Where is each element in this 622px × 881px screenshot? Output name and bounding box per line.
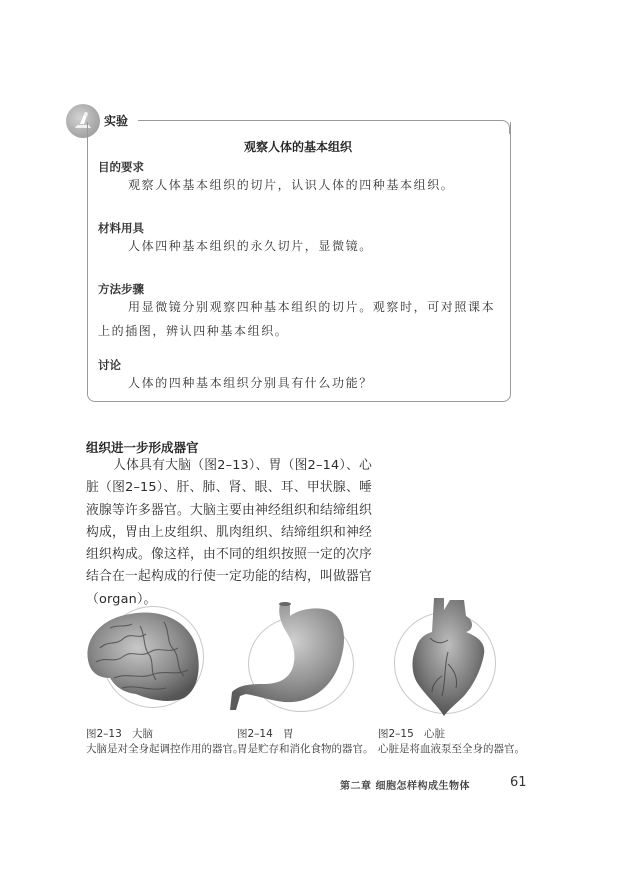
- figure-brain: [80, 598, 230, 713]
- section-heading-purpose: 目的要求: [98, 160, 144, 174]
- section-text-method: 用显微镜分别观察四种基本组织的切片。观察时，可对照课本上的插图，辨认四种基本组织。: [98, 300, 496, 338]
- figure-name: 胃: [282, 728, 294, 740]
- figure-heart: [382, 592, 522, 718]
- stomach-illustration: [228, 592, 378, 712]
- section-heading-discussion: 讨论: [98, 358, 121, 372]
- figure-caption-brain: [86, 722, 244, 756]
- section-text-purpose: 观察人体基本组织的切片，认识人体的四种基本组织。: [128, 178, 455, 192]
- figure-caption-heart: [378, 722, 525, 756]
- brain-illustration: [80, 598, 230, 713]
- section-heading-materials: 材料用具: [98, 221, 144, 235]
- figure-stomach: [228, 592, 378, 712]
- experiment-label: 实验: [104, 114, 129, 128]
- figure-number: 图2–13: [86, 728, 122, 740]
- figure-number: 图2–14: [237, 728, 273, 740]
- section-text-materials: 人体四种基本组织的永久切片，显微镜。: [128, 239, 373, 253]
- figure-number: 图2–15: [378, 728, 414, 740]
- body-paragraph: 人体具有大脑（图2–13）、胃（图2–14）、心脏（图2–15）、肝、肺、肾、眼、耳、甲状腺、唾液腺等许多器官。大脑主要由神经组织和结缔组织构成，胃由上皮组织、肌肉组织、结缔组织和神经组织构成。像这样，由不同的组织按照一定的次序结合在一起构成的行使一定功能的结构，叫做器官（organ）。: [86, 458, 372, 607]
- figure-caption-stomach: [237, 722, 374, 756]
- experiment-box: [87, 122, 511, 402]
- section-heading-method: 方法步骤: [98, 282, 144, 296]
- section-text-discussion: 人体的四种基本组织分别具有什么功能？: [128, 376, 373, 390]
- chapter-footer: 第二章 细胞怎样构成生物体: [340, 781, 470, 792]
- experiment-title: 观察人体的基本组织: [243, 140, 352, 154]
- figure-name: 大脑: [131, 728, 153, 740]
- figure-description: 大脑是对全身起调控作用的器官。: [86, 743, 244, 755]
- section-heading: 组织进一步形成器官: [86, 440, 199, 455]
- figure-description: 心脏是将血液泵至全身的器官。: [378, 743, 525, 755]
- figure-name: 心脏: [423, 728, 445, 740]
- page-number: 61: [510, 775, 527, 790]
- divider: [138, 120, 500, 121]
- heart-illustration: [382, 592, 522, 718]
- figure-description: 胃是贮存和消化食物的器官。: [237, 743, 374, 755]
